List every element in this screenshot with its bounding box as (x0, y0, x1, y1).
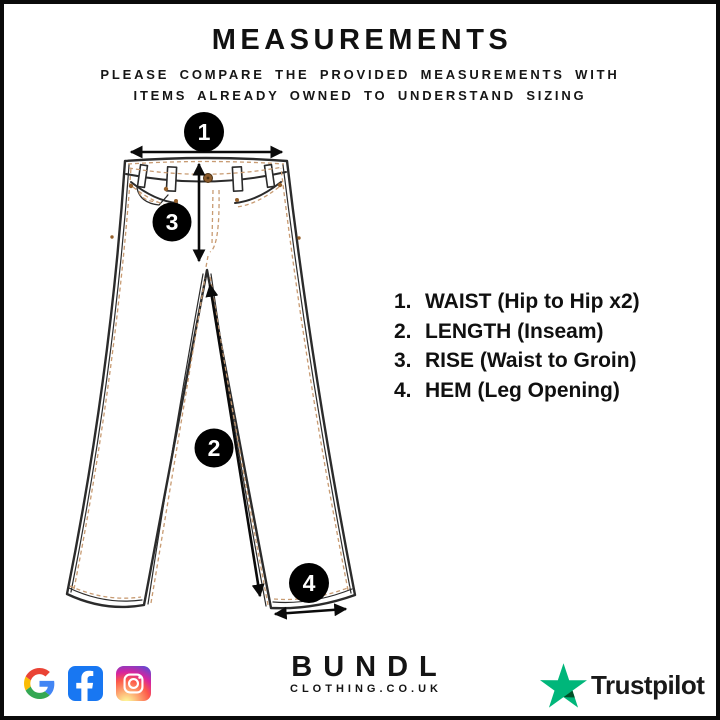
legend-item-label: LENGTH (Inseam) (425, 319, 604, 343)
badge-length (195, 429, 234, 468)
trustpilot-logo[interactable] (540, 663, 704, 708)
legend-item-number: 2. (394, 319, 412, 343)
legend-item-number: 4. (394, 378, 412, 402)
badge-waist-number: 1 (197, 119, 211, 145)
google-icon[interactable] (24, 668, 55, 699)
legend-item-label: WAIST (Hip to Hip x2) (425, 290, 640, 313)
subtitle-line-2: ITEMS ALREADY OWNED TO UNDERSTAND SIZING (133, 88, 587, 103)
badge-hem (289, 563, 329, 603)
instagram-icon[interactable] (116, 666, 151, 701)
badge-waist (184, 112, 224, 152)
legend-item-label: RISE (Waist to Groin) (425, 349, 637, 372)
badge-rise (153, 203, 192, 242)
badge-rise-number: 3 (165, 209, 179, 235)
legend-item-hem (394, 380, 640, 402)
legend-item-label: HEM (Leg Opening) (425, 378, 620, 402)
facebook-icon[interactable] (68, 666, 103, 701)
subtitle-line-1: PLEASE COMPARE THE PROVIDED MEASUREMENTS WITH (100, 67, 620, 82)
badge-hem-number: 4 (302, 570, 316, 596)
legend-item-number: 1. (394, 290, 412, 313)
trustpilot-label: Trustpilot (591, 670, 705, 700)
legend-item-length (394, 321, 640, 343)
legend-item-waist (394, 291, 640, 313)
brand-logo (264, 652, 464, 695)
page-title: MEASUREMENTS (211, 24, 513, 56)
hem-arrow (275, 609, 346, 614)
badge-length-number: 2 (207, 435, 221, 461)
legend-item-number: 3. (394, 349, 412, 372)
social-icons (24, 666, 151, 701)
measurement-legend (394, 291, 640, 409)
brand-name: BUNDL (291, 651, 448, 683)
brand-tagline: CLOTHING.CO.UK (290, 683, 442, 695)
legend-item-rise (394, 350, 640, 372)
trustpilot-star-icon (540, 663, 587, 708)
